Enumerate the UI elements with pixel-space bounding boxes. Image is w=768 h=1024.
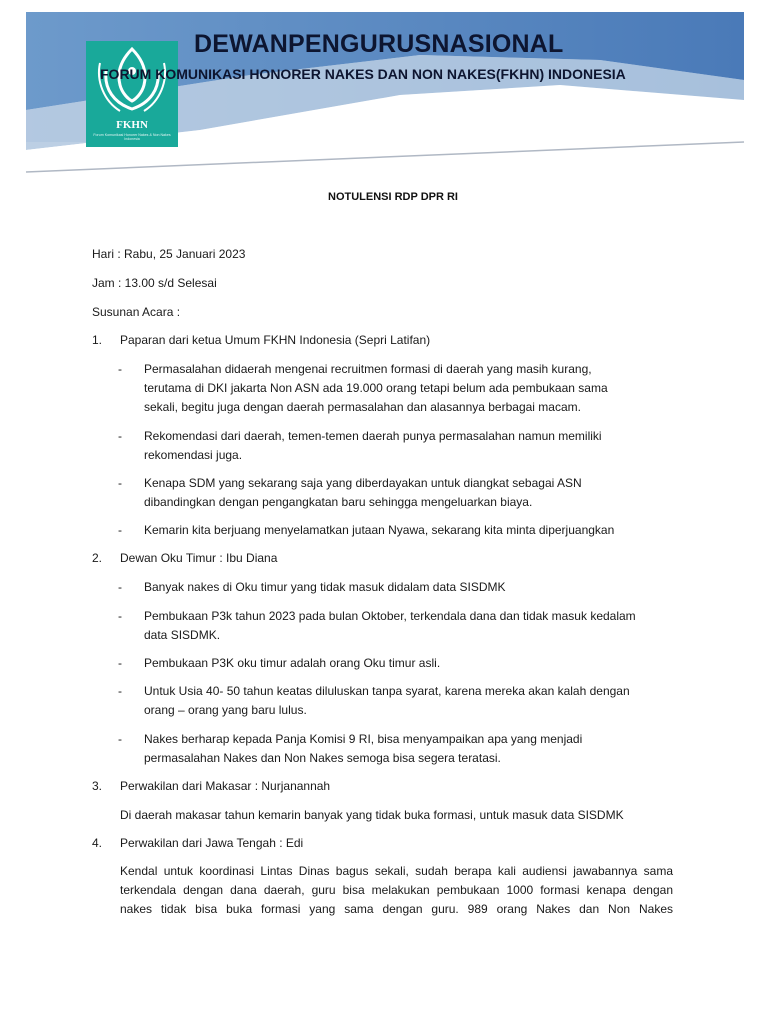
bullet-line: Untuk Usia 40- 50 tahun keatas diluluskan tanpa syarat, karena mereka akan kalah dengan — [144, 684, 630, 698]
bullet-line: Rekomendasi dari daerah, temen-temen daerah punya permasalahan namun memiliki — [144, 429, 602, 443]
bullet-item — [144, 654, 684, 673]
org-title: DEWANPENGURUSNASIONAL — [194, 30, 564, 58]
org-subtitle: FORUM KOMUNIKASI HONORER NAKES DAN NON NAKES(FKHN) INDONESIA — [100, 66, 626, 82]
bullet-line: rekomendasi juga. — [144, 448, 243, 462]
bullet-line: data SISDMK. — [144, 628, 221, 642]
bullet-item — [144, 521, 684, 540]
section-title: Perwakilan dari Makasar : Nurjanannah — [120, 779, 331, 793]
section-title: Dewan Oku Timur : Ibu Diana — [120, 551, 278, 565]
document-title: NOTULENSI RDP DPR RI — [328, 191, 458, 203]
section-title: Paparan dari ketua Umum FKHN Indonesia (Sepri Latifan) — [120, 333, 431, 347]
bullet-dash: - — [118, 684, 122, 698]
bullet-item — [144, 427, 684, 465]
section-number: 1. — [92, 333, 103, 347]
meta-jam: Jam : 13.00 s/d Selesai — [92, 276, 217, 290]
paragraph-line: Di daerah makasar tahun kemarin banyak yang tidak buka formasi, untuk masuk data SISDMK — [120, 808, 624, 822]
meta-susunan: Susunan Acara : — [92, 305, 181, 319]
bullet-dash: - — [118, 580, 122, 594]
bullet-dash: - — [118, 609, 122, 623]
bullet-line: Pembukaan P3K oku timur adalah orang Oku timur asli. — [144, 656, 441, 670]
bullet-dash: - — [118, 656, 122, 670]
section-title: Perwakilan dari Jawa Tengah : Edi — [120, 836, 304, 850]
bullet-line: Nakes berharap kepada Panja Komisi 9 RI, bisa menyampaikan apa yang menjadi — [144, 732, 583, 746]
bullet-line: Kenapa SDM yang sekarang saja yang diberdayakan untuk diangkat sebagai ASN — [144, 476, 582, 490]
section-paragraph — [120, 806, 673, 825]
bullet-dash: - — [118, 523, 122, 537]
logo-text: FKHN — [116, 119, 148, 131]
bullet-dash: - — [118, 362, 122, 376]
bullet-line: Pembukaan P3k tahun 2023 pada bulan Oktober, terkendala dana dan tidak masuk kedalam — [144, 609, 636, 623]
section-number: 2. — [92, 551, 103, 565]
bullet-item — [144, 474, 684, 512]
bullet-line: Banyak nakes di Oku timur yang tidak masuk didalam data SISDMK — [144, 580, 506, 594]
paragraph-line: terkendala dengan dana daerah, guru bisa melakukan pembukaan 1000 formasi kenapa dengan — [120, 883, 673, 897]
bullet-line: Kemarin kita berjuang menyelamatkan jutaan Nyawa, sekarang kita minta diperjuangkan — [144, 523, 615, 537]
bullet-dash: - — [118, 476, 122, 490]
bullet-dash: - — [118, 732, 122, 746]
bullet-item — [144, 682, 684, 720]
section-number: 3. — [92, 779, 103, 793]
fkhn-logo — [86, 41, 178, 147]
bullet-item — [144, 607, 684, 645]
bullet-item — [144, 360, 684, 417]
section-number: 4. — [92, 836, 103, 850]
logo-subtext: Forum Komunikasi Honorer Nakes & Non Nakes Indonesia — [93, 133, 171, 141]
bullet-line: permasalahan Nakes dan Non Nakes semoga bisa segera teratasi. — [144, 751, 501, 765]
bullet-line: sekali, begitu juga dengan daerah permasalahan dan alasannya berbagai macam. — [144, 400, 581, 414]
bullet-item — [144, 578, 684, 597]
meta-hari: Hari : Rabu, 25 Januari 2023 — [92, 247, 246, 261]
paragraph-line: nakes tidak bisa buka formasi yang sama dengan guru. 989 orang Nakes dan Non Nakes — [120, 902, 673, 916]
bullet-dash: - — [118, 429, 122, 443]
section-paragraph — [120, 862, 673, 919]
bullet-line: orang – orang yang baru lulus. — [144, 703, 307, 717]
bullet-item — [144, 730, 684, 768]
bullet-line: terutama di DKI jakarta Non ASN ada 19.000 orang tetapi belum ada pembukaan sama — [144, 381, 608, 395]
bullet-line: Permasalahan didaerah mengenai recruitmen formasi di daerah yang masih kurang, — [144, 362, 592, 376]
bullet-line: dibandingkan dengan pengangkatan baru sehingga mengeluarkan biaya. — [144, 495, 533, 509]
paragraph-line: Kendal untuk koordinasi Lintas Dinas bagus sekali, sudah berapa kali audiensi jawabannya sama — [120, 864, 673, 878]
